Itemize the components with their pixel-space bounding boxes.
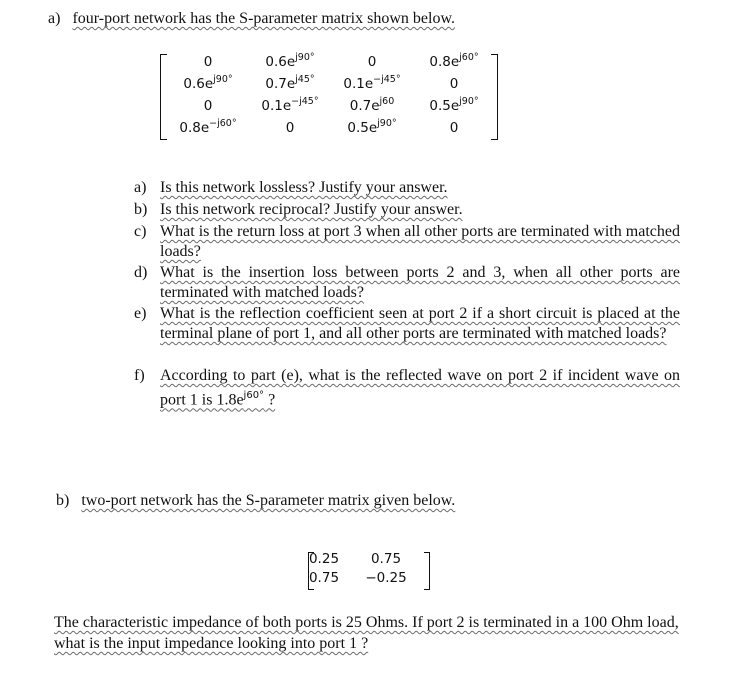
part-a-heading-text: four-port network has the S-parameter matrix shown below. — [72, 10, 455, 27]
question-number: e) — [134, 305, 147, 322]
question-number: f) — [134, 367, 145, 384]
matrix2-cell: −0.25 — [365, 570, 407, 586]
s-matrix-2port — [308, 550, 430, 590]
matrix-cell: $0.6e^{j90^\circ}$ — [265, 52, 315, 70]
matrix-cell: $0.8e^{j60^\circ}$ — [429, 52, 479, 70]
part-b-heading-text: two-port network has the S-parameter matrix given below. — [81, 492, 456, 509]
matrix-cell: 0 — [203, 54, 213, 70]
question-number: d) — [134, 264, 148, 281]
matrix-cell: $0.5e^{j90^\circ}$ — [347, 118, 397, 136]
matrix-cell: 0 — [449, 76, 459, 92]
part-b-label: b) — [56, 492, 70, 509]
question-text: What is the insertion loss between ports 2 and 3, when all other ports are terminated with matched loads? — [160, 264, 680, 301]
s-matrix-4port — [160, 50, 500, 140]
matrix2-cell: 0.25 — [308, 551, 340, 567]
question-text: Is this network lossless? Justify your answer. — [160, 179, 448, 196]
matrix-cell: $0.5e^{j90^\circ}$ — [429, 96, 479, 114]
question-text: Is this network reciprocal? Justify your answer. — [160, 201, 463, 218]
part-a-heading — [48, 10, 455, 28]
question-text: According to part (e), what is the reflected wave on port 2 if incident wave on port 1 is $1.8e^{j60^\circ}$ ? — [160, 367, 680, 409]
question-number: a) — [134, 179, 147, 196]
matrix-cell: $0.8e^{-j60^\circ}$ — [179, 118, 237, 136]
question-number: c) — [134, 223, 147, 240]
matrix-cell: $0.1e^{-j45^\circ}$ — [343, 74, 401, 92]
matrix-cell: $0.7e^{j60}$ — [349, 96, 395, 114]
matrix-cell: $0.7e^{j45^\circ}$ — [265, 74, 315, 92]
part-a-label: a) — [48, 10, 61, 27]
matrix-cell: $0.1e^{-j45^\circ}$ — [261, 96, 319, 114]
question-text: What is the reflection coefficient seen at port 2 if a short circuit is placed at the terminal plane of port 1, and all other ports are terminated with matched loads? — [160, 305, 680, 342]
matrix-cell: 0 — [203, 98, 213, 114]
question-number: b) — [134, 201, 148, 218]
matrix-cell: 0 — [367, 54, 377, 70]
matrix2-cell: 0.75 — [308, 570, 340, 586]
part-b-paragraph: The characteristic impedance of both ports is 25 Ohms. If port 2 is terminated in a 100 Ohm load, what is the input impedance looking into port 1 ? — [54, 614, 679, 652]
part-b-heading — [56, 492, 455, 510]
matrix-cell: 0 — [449, 120, 459, 136]
question-text: What is the return loss at port 3 when all other ports are terminated with matched loads? — [160, 223, 680, 260]
matrix2-cell: 0.75 — [370, 551, 402, 567]
matrix-cell: 0 — [285, 120, 295, 136]
matrix-cell: $0.6e^{j90^\circ}$ — [183, 74, 233, 92]
